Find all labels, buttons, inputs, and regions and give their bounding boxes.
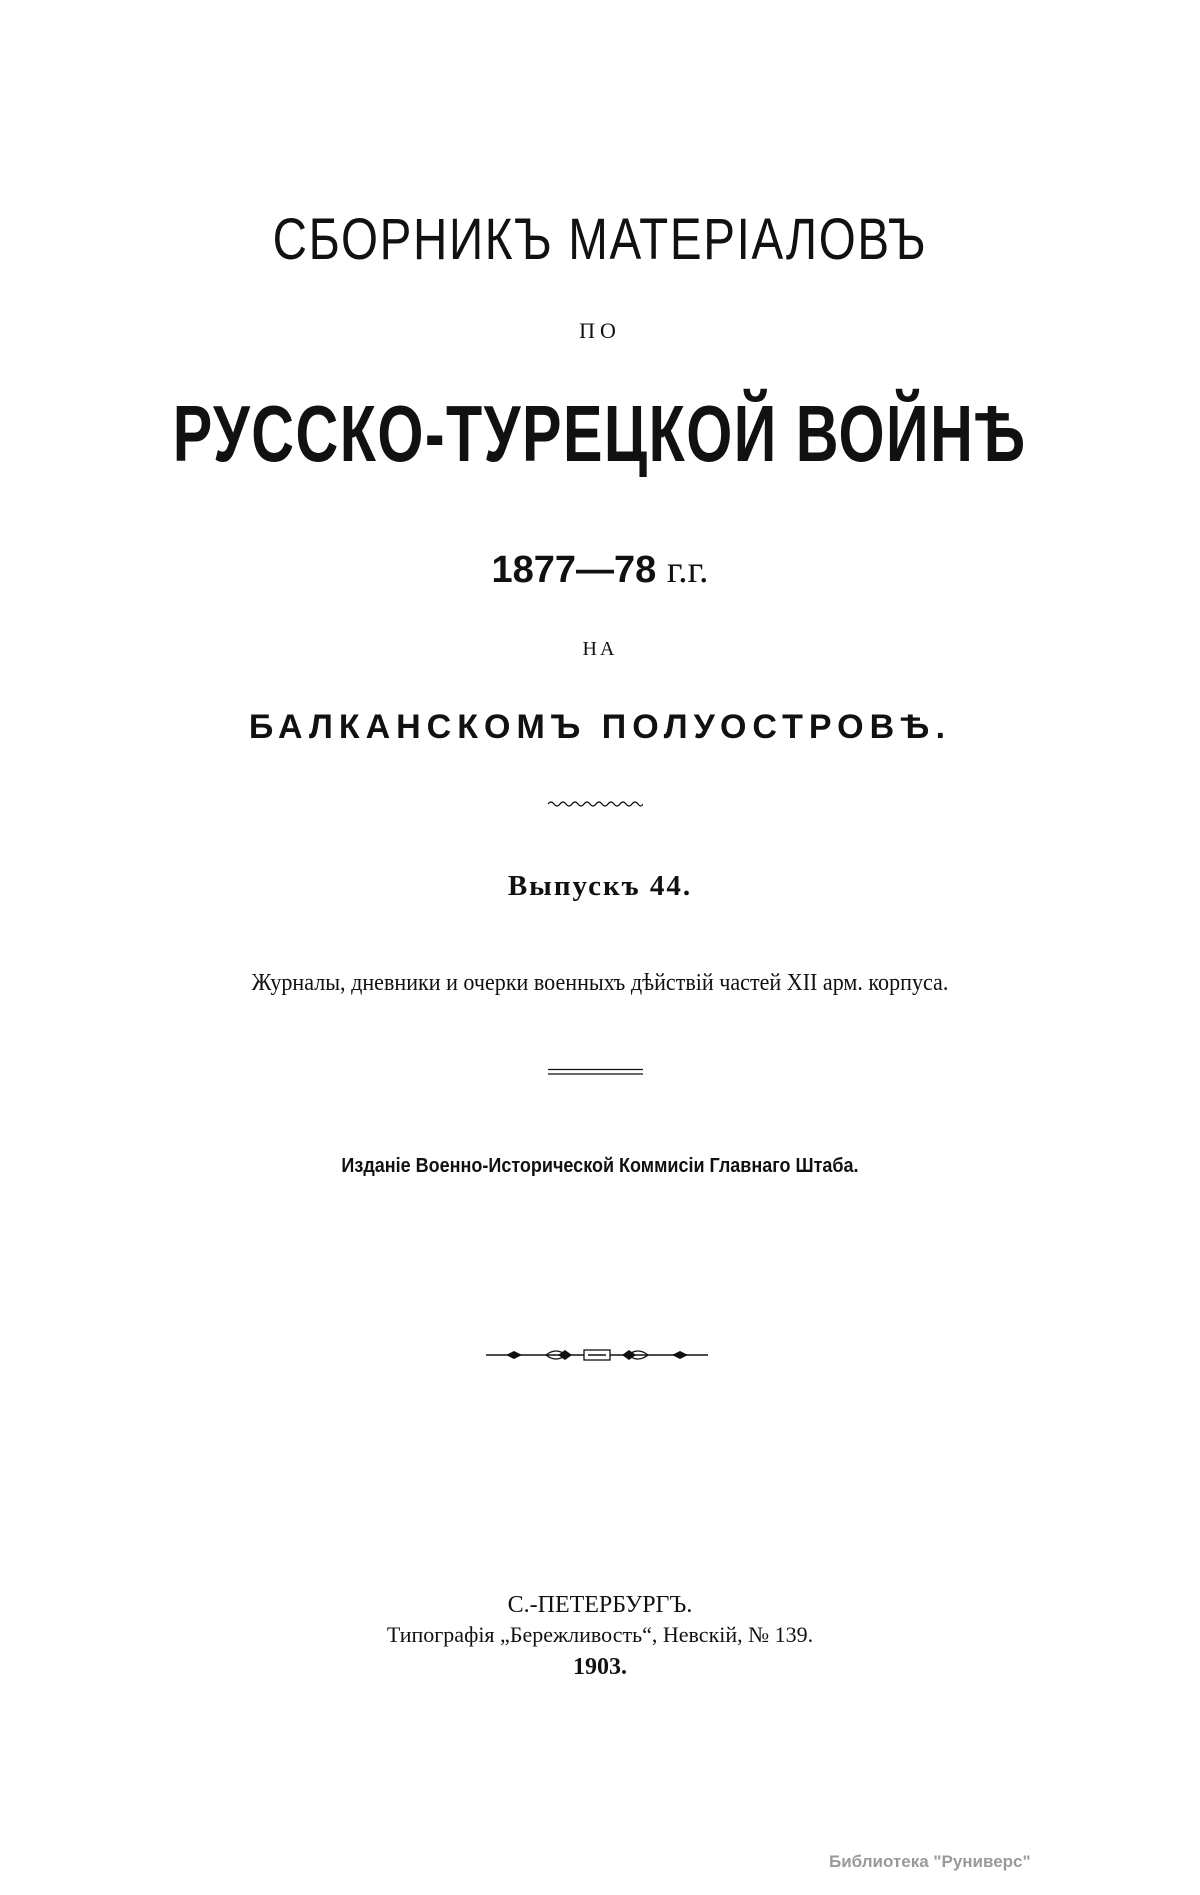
peninsula-title: БАЛКАНСКОМЪ ПОЛУОСТРОВѢ. bbox=[248, 708, 952, 746]
library-watermark: Библиотека "Руниверс" bbox=[829, 1852, 1031, 1871]
issue-number: Выпускъ 44. bbox=[507, 870, 693, 902]
imprint-city: С.-ПЕТЕРБУРГЪ. bbox=[507, 1592, 693, 1618]
wave-rule-ornament bbox=[548, 800, 643, 808]
war-title: РУССКО-ТУРЕЦКОЙ ВОЙНѢ bbox=[172, 389, 1028, 478]
war-years-range: 1877—78 bbox=[491, 549, 657, 591]
war-years-suffix: г.г. bbox=[666, 549, 709, 591]
decorative-tailpiece-ornament bbox=[486, 1347, 708, 1363]
title-preposition-po: ПО bbox=[579, 318, 621, 343]
double-rule-divider bbox=[548, 1068, 643, 1076]
publisher-line: Изданіе Военно-Исторической Коммисіи Главнаго Штаба. bbox=[341, 1155, 859, 1177]
imprint-year: 1903. bbox=[573, 1654, 627, 1680]
book-title: СБОРНИКЪ МАТЕРІАЛОВЪ bbox=[272, 207, 928, 272]
imprint-printer: Типографія „Бережливость“, Невскій, № 139. bbox=[386, 1622, 814, 1647]
war-years bbox=[0, 548, 1200, 592]
title-preposition-na: НА bbox=[582, 638, 618, 660]
volume-subtitle: Журналы, дневники и очерки военныхъ дѣйствій частей XII арм. корпуса. bbox=[251, 970, 949, 996]
